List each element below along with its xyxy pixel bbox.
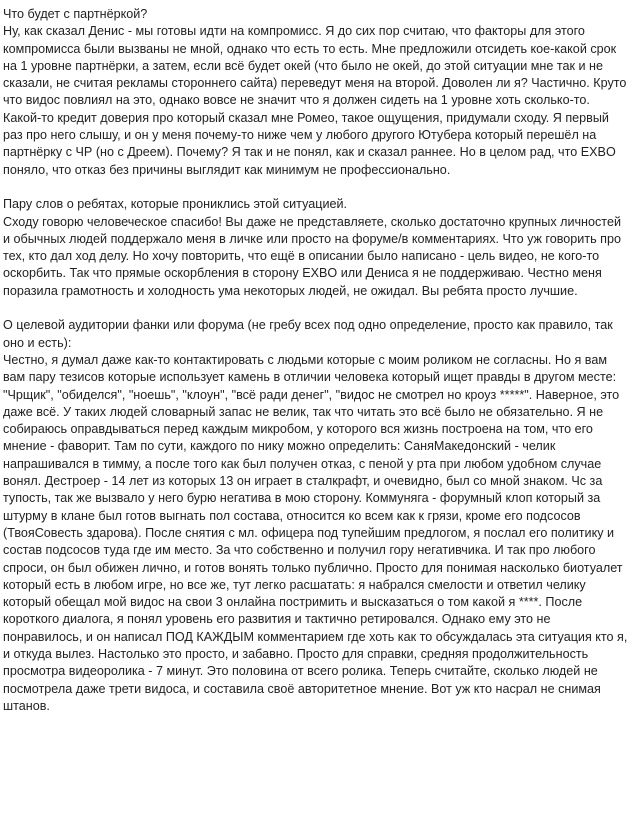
paragraph-audience: О целевой аудитории фанки или форума (не гребу всех под одно определение, просто как правило, так оно и есть): Честно, я думал даже как-то контактировать с людьми которые с моим роликом не согласны. Но я вам вам пару тезисов которые использует камень в отличии человека который ищет правды в другом месте: "Чрщик", "обиделся", "ноешь", "клоун", "всё ради денег", "видос не смотрел но кроуз *****". Наверное, это даже всё. У таких людей словарный запас не велик, так что читать это всё было не обязательно. Я не собираюсь оправдываться перед каждым микробом, у которого вся жизнь построена на том, что его мнение - фаворит. Там по сути, каждого по нику можно определить: СаняМакедонский - челик напрашивался в тимму, а после того как был получен отказ, с пеной у рта при любом удобном случае вонял. Дестроер - 14 лет из которых 13 он играет в сталкрафт, и очевидно, был со мной знаком. Чс за тупость, так же вызвало у него бурю негатива в мою сторону. Коммуняга - форумный клоп который за штурму в клане был готов выгнать пол состава, относится ко всем как к грязи, кроме его подсосов (ТвояСовесть здарова). После снятия с мл. офицера под тупейшим предлогом, я послал его политику и состав подсосов туда где им место. За что собственно и получил гору негативчика. И так про любого спроси, он был обижен лично, и готов вонять только публично. Просто для понимая насколько биотуалет который есть в любом игре, но все же, тут легко расшатать: я набрался смелости и ответил челику который обещал мой видос на свои 3 онлайна постримить и высказаться о том какой я ****. После короткого диалога, я понял уровень его развития и тактично ретировался. Однако ему это не понравилось, и он написал ПОД КАЖДЫМ комментарием где хоть как то обсуждалась эта ситуация кто я, и откуда вылез. Настолько это просто, и забавно. Просто для справки, средняя продолжительность просмотра видеоролика - 7 минут. Это половина от всего ролика. Теперь считайте, сколько людей не посмотрела даже трети видоса, и составила своё авторитетное мнение. Вот уж кто насрал не снимая штанов. <box>3 318 628 713</box>
paragraph-partnership: Что будет с партнёркой? Ну, как сказал Денис - мы готовы идти на компромисс. Я до сих пор считаю, что факторы для этого компромисса были вызваны не мной, однако что есть то есть. Мне предложили отсидеть кое-какой срок на 1 уровне партнёрки, а затем, если всё будет окей (что было не окей, до этой ситуации мне так и не сказали, не считая рекламы стороннего сайта) переведут меня на второй. Доволен ли я? Частично. Круто что видос повлиял на это, однако вовсе не значит что я должен сидеть на 1 уровне хоть сколько-то. Какой-то кредит доверия про который сказал мне Ромео, такое ощущения, придумали сходу. Я первый раз про него слышу, и он у меня почему-то ниже чем у любого другого Ютубера который перешёл на партнёрку с ЧР (но с Дреем). Почему? Я так и не понял, как и сказал раннее. Но в целом рад, что EXBO поняло, что отказ без причины выглядит как минимум не профессионально. <box>3 7 627 177</box>
post-body <box>3 6 630 715</box>
paragraph-thanks: Пару слов о ребятах, которые прониклись этой ситуацией. Сходу говорю человеческое спасибо! Вы даже не представляете, сколько достаточно крупных личностей и обычных людей поддержало меня в личке или просто на форуме/в комментариях. Что уж говорить про тех, кто дал ход делу. Но хочу повторить, что ещё в описании было написано - цель видео, не кого-то оскорбить. Так что прямые оскорбления в сторону EXBO или Дениса я не поддерживаю. Честно меня поразила грамотность и холодность ума некоторых людей, не ожидал. Вы ребята просто лучшие. <box>3 197 621 298</box>
